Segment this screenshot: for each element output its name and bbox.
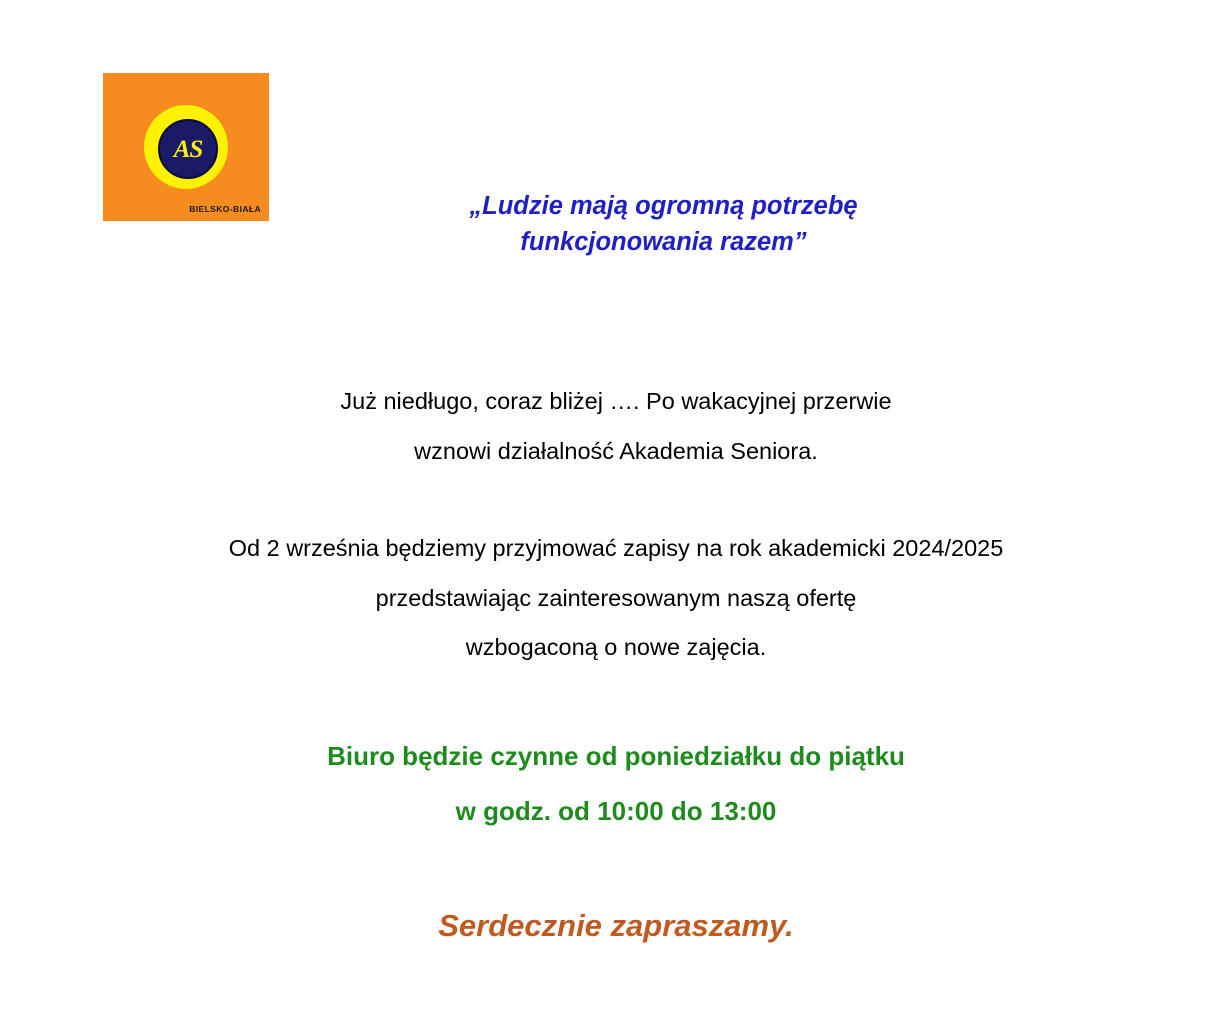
office-hours-line-1: Biuro będzie czynne od poniedziałku do piątku — [327, 741, 905, 771]
logo-city-label: BIELSKO-BIAŁA — [189, 204, 261, 214]
logo-monogram-disc — [158, 119, 218, 179]
enrollment-line-3: wzbogaconą o nowe zajęcia. — [465, 634, 767, 660]
intro-paragraph — [0, 390, 1232, 463]
office-hours-line-2: w godz. od 10:00 do 13:00 — [455, 796, 777, 826]
intro-line-1: Już niedługo, coraz bliżej …. Po wakacyjnej przerwie — [340, 388, 892, 414]
logo-monogram-text: AS — [173, 135, 203, 163]
headline-quote — [0, 188, 1232, 260]
closing-invitation: Serdecznie zapraszamy. — [438, 908, 794, 943]
office-hours-block — [0, 743, 1232, 824]
enrollment-line-1: Od 2 września będziemy przyjmować zapisy na rok akademicki 2024/2025 — [228, 535, 1004, 561]
intro-line-2: wznowi działalność Akademia Seniora. — [414, 437, 818, 464]
enrollment-line-2: przedstawiając zainteresowanym naszą ofertę — [375, 584, 857, 611]
enrollment-paragraph — [0, 537, 1232, 660]
quote-line-1: „Ludzie mają ogromną potrzebę — [469, 192, 858, 220]
quote-line-2: funkcjonowania razem” — [520, 228, 807, 257]
